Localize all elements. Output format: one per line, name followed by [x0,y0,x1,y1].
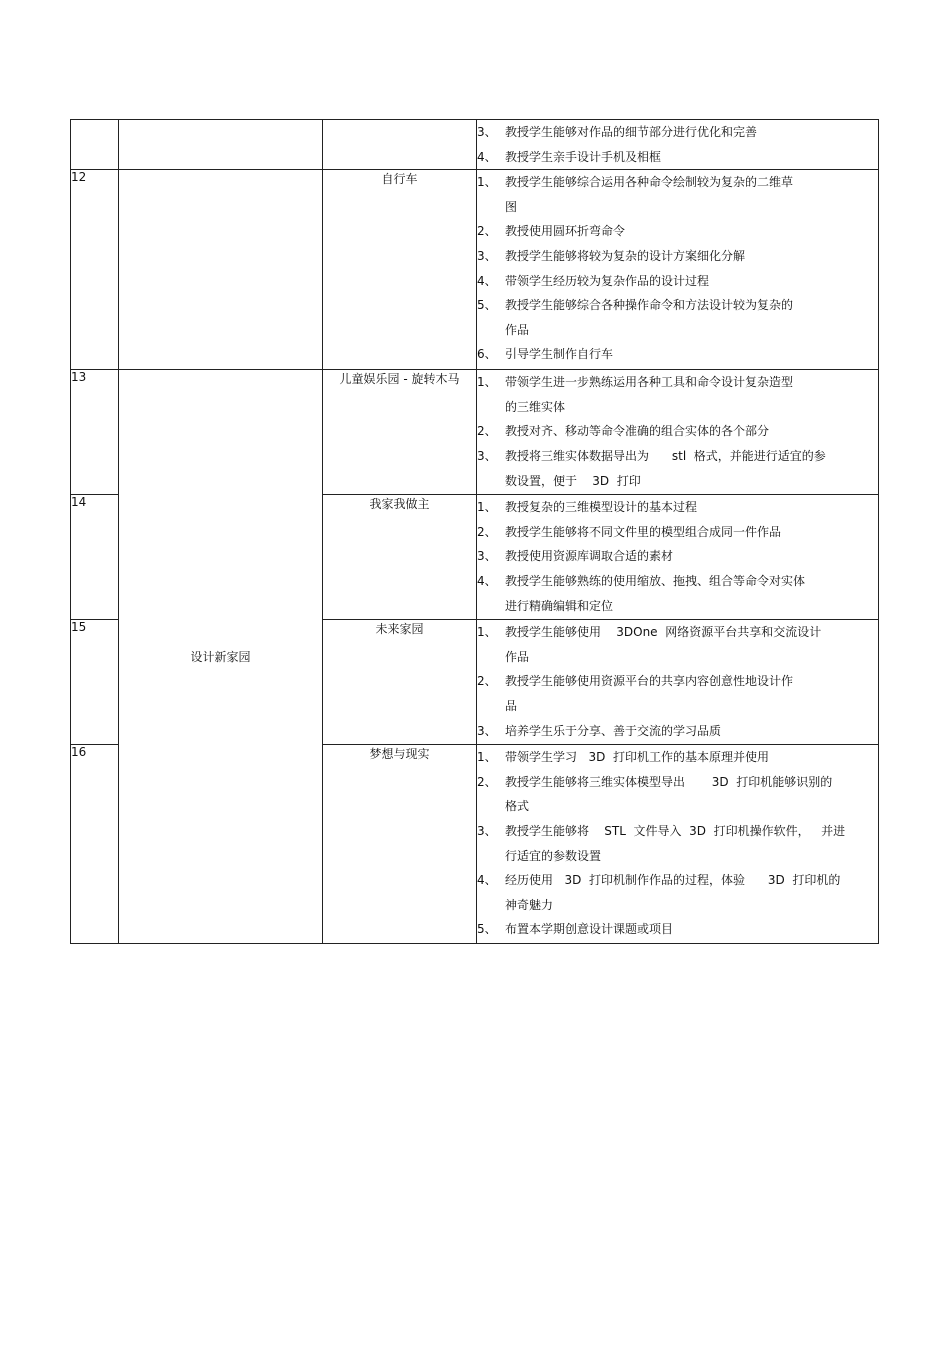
goal-number: 2、 [477,774,497,789]
goal-item [477,620,878,669]
goal-text: 教授学生能够熟练的使用缩放、拖拽、组合等命令对实体 进行精确编辑和定位 [505,573,806,613]
lesson-topic: 梦想与现实 [323,745,477,944]
goal-text: 教授学生能够使用资源平台的共享内容创意性地设计作 品 [505,674,794,713]
goal-text: 教授学生能够将 STL 文件导入 3D 打印机操作软件， 并进 行适宜的参数设置 [505,823,846,863]
goal-text: 带领学生经历较为复杂作品的设计过程 [505,273,710,288]
goal-number: 1、 [477,750,497,765]
goal-number: 2、 [477,424,497,439]
goal-item [477,569,878,618]
goal-text: 培养学生乐于分享、善于交流的学习品质 [505,723,722,738]
goal-number: 2、 [477,674,497,689]
goal-number: 2、 [477,524,497,539]
lesson-number: 15 [71,620,119,745]
goal-text: 教授将三维实体数据导出为 stl 格式，并能进行适宜的参 数设置，便于 3D 打印 [505,448,826,488]
lesson-goals [477,170,879,370]
goal-text: 教授学生能够综合运用各种命令绘制较为复杂的二维草 图 [505,175,794,214]
goal-item [477,244,878,269]
lesson-goals [477,620,879,745]
lesson-goals [477,745,879,944]
goal-item [477,145,878,170]
goal-number: 3、 [477,549,497,564]
goal-item [477,495,878,520]
goal-text: 带领学生学习 3D 打印机工作的基本原理并使用 [505,750,769,765]
goal-item [477,917,878,942]
goal-item [477,444,878,493]
goal-item [477,819,878,868]
goal-number: 1、 [477,175,497,190]
lesson-topic: 自行车 [323,170,477,370]
goal-item [477,269,878,294]
goal-text: 教授学生能够综合各种操作命令和方法设计较为复杂的 作品 [505,298,794,337]
goal-item [477,419,878,444]
goal-item [477,370,878,419]
lesson-topic: 未来家园 [323,620,477,745]
lesson-number [71,120,119,170]
goal-number: 3、 [477,448,497,463]
goal-text: 布置本学期创意设计课题或项目 [505,922,674,937]
goal-item [477,669,878,718]
goal-text: 教授学生能够将三维实体模型导出 3D 打印机能够识别的 格式 [505,774,833,814]
curriculum-table [70,119,879,944]
unit-cell [119,170,323,370]
lesson-goals [477,370,879,495]
unit-cell [119,120,323,170]
goal-item [477,770,878,819]
goal-number: 1、 [477,375,497,390]
goal-item [477,520,878,545]
goal-item [477,745,878,770]
goal-text: 教授学生能够将不同文件里的模型组合成同一件作品 [505,524,782,539]
goal-number: 3、 [477,823,497,838]
goal-number: 5、 [477,922,497,937]
goal-number: 4、 [477,273,497,288]
goal-item [477,719,878,744]
lesson-number: 16 [71,745,119,944]
goal-text: 经历使用 3D 打印机制作作品的过程，体验 3D 打印机的 神奇魅力 [505,873,841,912]
goal-text: 带领学生进一步熟练运用各种工具和命令设计复杂造型 的三维实体 [505,375,794,414]
goal-item [477,120,878,145]
goal-text: 教授学生能够使用 3DOne 网络资源平台共享和交流设计 作品 [505,625,822,664]
goal-text: 教授学生能够对作品的细节部分进行优化和完善 [505,125,758,139]
goal-item [477,868,878,917]
goal-number: 1、 [477,625,497,640]
goal-number: 2、 [477,224,497,239]
goal-item [477,544,878,569]
lesson-topic: 我家我做主 [323,495,477,620]
lesson-goals [477,120,879,170]
goal-text: 教授学生能够将较为复杂的设计方案细化分解 [505,248,746,263]
goal-number: 6、 [477,347,497,362]
goal-number: 5、 [477,298,497,313]
lesson-number: 14 [71,495,119,620]
table-row [71,120,879,170]
lesson-topic: 儿童娱乐园 - 旋转木马 [323,370,477,495]
goal-number: 1、 [477,500,497,515]
goal-item [477,219,878,244]
goal-number: 4、 [477,149,497,164]
goal-text: 教授使用圆环折弯命令 [505,224,626,239]
goal-number: 4、 [477,873,497,888]
goal-number: 4、 [477,573,497,588]
goal-number: 3、 [477,723,497,738]
goal-number: 3、 [477,125,497,139]
goal-text: 教授使用资源库调取合适的素材 [505,549,674,564]
goal-number: 3、 [477,248,497,263]
goal-item [477,293,878,342]
unit-name: 设计新家园 [119,370,323,944]
lesson-number: 12 [71,170,119,370]
lesson-number: 13 [71,370,119,495]
table-row [71,170,879,370]
lesson-goals [477,495,879,620]
goal-text: 教授对齐、移动等命令准确的组合实体的各个部分 [505,424,770,439]
goal-item [477,342,878,367]
goal-text: 教授复杂的三维模型设计的基本过程 [505,500,698,515]
goal-text: 引导学生制作自行车 [505,347,614,362]
goal-text: 教授学生亲手设计手机及相框 [505,149,662,164]
lesson-topic [323,120,477,170]
goal-item [477,170,878,219]
table-row [71,370,879,495]
